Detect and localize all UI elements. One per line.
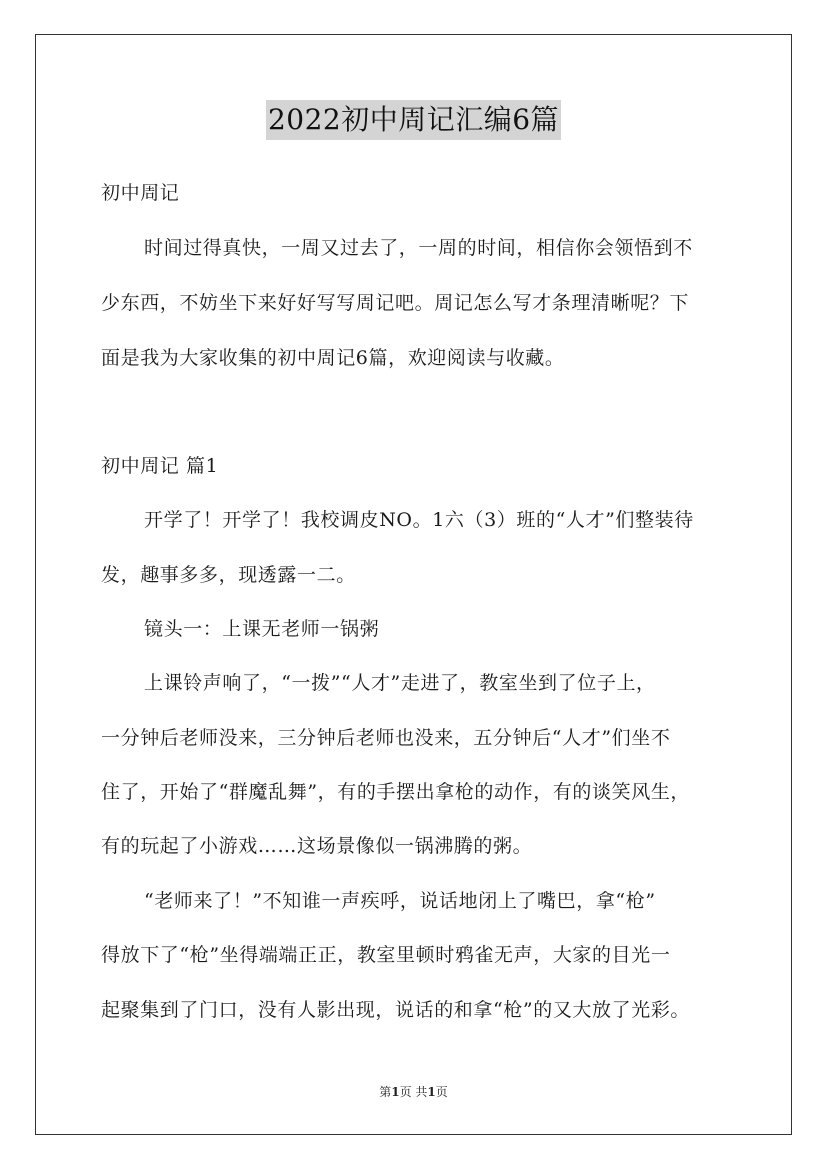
footer-page-suffix: 页 — [399, 1085, 412, 1099]
para1-line-1: 开学了！开学了！我校调皮NO。1六（3）班的“人才”们整装待 — [144, 509, 694, 531]
para3-line-2: 得放下了“枪”坐得端端正正，教室里顿时鸦雀无声，大家的目光一 — [101, 944, 671, 966]
intro-line-2: 少东西，不妨坐下来好好写写周记吧。周记怎么写才条理清晰呢？下 — [101, 292, 690, 314]
document-title: 2022初中周记汇编6篇 — [266, 100, 561, 140]
para2-line-1: 上课铃声响了，“一拨”“人才”走进了，教室坐到了位子上， — [144, 672, 656, 694]
page-footer — [0, 1084, 827, 1100]
title-container — [0, 100, 827, 140]
intro-line-1: 时间过得真快，一周又过去了，一周的时间，相信你会领悟到不 — [144, 237, 693, 259]
para2-line-2: 一分钟后老师没来，三分钟后老师也没来，五分钟后“人才”们坐不 — [101, 727, 671, 749]
para3-line-3: 起聚集到了门口，没有人影出现，说话的和拿“枪”的又大放了光彩。 — [101, 999, 691, 1021]
footer-total-number: 1 — [427, 1085, 436, 1099]
footer-total-prefix: 共 — [415, 1085, 428, 1099]
intro-line-3: 面是我为大家收集的初中周记6篇，欢迎阅读与收藏。 — [101, 347, 565, 369]
section1-heading: 初中周记 篇1 — [101, 455, 219, 477]
para1-line-2: 发，趣事多多，现透露一二。 — [101, 564, 356, 586]
footer-total-suffix: 页 — [435, 1085, 448, 1099]
subheading-shot-one: 镜头一：上课无老师一锅粥 — [144, 618, 380, 640]
para2-line-4: 有的玩起了小游戏……这场景像似一锅沸腾的粥。 — [101, 835, 533, 857]
footer-page-number: 1 — [391, 1085, 400, 1099]
para2-line-3: 住了，开始了“群魔乱舞”，有的手摆出拿枪的动作，有的谈笑风生， — [101, 781, 691, 803]
intro-heading: 初中周记 — [101, 182, 180, 204]
para3-line-1: “老师来了！”不知谁一声疾呼，说话地闭上了嘴巴，拿“枪” — [144, 890, 656, 912]
footer-page-prefix: 第 — [379, 1085, 392, 1099]
